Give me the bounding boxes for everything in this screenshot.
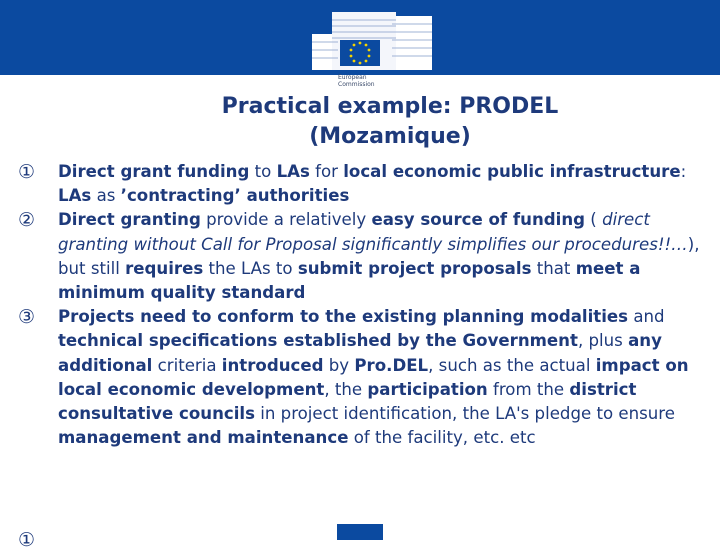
bullet-list xyxy=(18,160,708,450)
text-segment: for xyxy=(309,162,344,181)
text-segment: as xyxy=(91,186,121,206)
text-segment: , such as the actual xyxy=(428,355,596,375)
text-segment: in project identification, the LA's pledge to ensure xyxy=(254,404,675,424)
title-line-2: (Mozamique) xyxy=(309,124,471,149)
text-segment: easy source of funding xyxy=(371,210,586,230)
item-text xyxy=(58,307,689,447)
list-item xyxy=(18,305,708,450)
text-segment: of the facility, etc. etc xyxy=(348,428,536,448)
text-segment: : xyxy=(680,162,687,181)
text-segment: , plus xyxy=(577,331,629,351)
circled-number-marker: ② xyxy=(18,209,36,232)
text-segment: ( xyxy=(585,210,603,230)
item-text xyxy=(58,210,700,302)
circled-number-marker: ① xyxy=(18,161,36,183)
text-segment: meet a minimum quality standard xyxy=(58,258,641,303)
text-segment: requires xyxy=(125,258,204,278)
text-segment: from the xyxy=(487,379,570,399)
title-line-1: Practical example: PRODEL xyxy=(221,94,559,119)
text-segment: , the xyxy=(324,379,368,399)
text-segment: that xyxy=(531,258,576,278)
circled-number-marker: ① xyxy=(18,529,36,551)
text-segment: district consultative councils xyxy=(58,379,637,424)
text-segment: Direct grant funding xyxy=(58,162,250,181)
eu-flag-icon xyxy=(337,524,383,540)
text-segment: technical specifications established by the Government xyxy=(58,331,578,351)
text-segment: criteria xyxy=(152,355,222,375)
slide-title xyxy=(100,92,680,152)
list-item xyxy=(18,208,708,305)
european-commission-logo xyxy=(306,10,436,95)
text-segment: Projects need to conform to the existing planning modalities xyxy=(58,307,629,327)
text-segment: direct granting without Call for Proposal significantly simplifies our procedures!!… xyxy=(58,210,688,254)
text-segment: impact on local economic development xyxy=(58,355,689,399)
text-segment: to xyxy=(249,162,277,181)
text-segment: any additional xyxy=(58,331,662,375)
logo-text: European Commission xyxy=(338,74,375,88)
text-segment: ), but still xyxy=(58,234,700,278)
commission-building-icon xyxy=(306,10,436,72)
text-segment: the LAs to xyxy=(203,258,298,278)
text-segment: local economic public infrastructure xyxy=(343,162,681,181)
text-segment: Direct granting xyxy=(58,210,201,230)
item-text xyxy=(58,162,686,205)
list-item xyxy=(18,160,708,208)
text-segment: and xyxy=(628,307,665,327)
circled-number-marker: ③ xyxy=(18,306,36,329)
text-segment: Pro.DEL xyxy=(354,355,429,375)
text-segment: provide a relatively xyxy=(200,210,372,230)
text-segment: introduced xyxy=(221,355,324,375)
text-segment: ’contracting’ authorities xyxy=(120,186,350,206)
text-segment: management and maintenance xyxy=(58,428,349,448)
text-segment: by xyxy=(323,355,355,375)
text-segment: submit project proposals xyxy=(297,258,532,278)
text-segment: participation xyxy=(367,379,488,399)
text-segment: LAs xyxy=(58,186,92,206)
text-segment: LAs xyxy=(276,162,310,181)
